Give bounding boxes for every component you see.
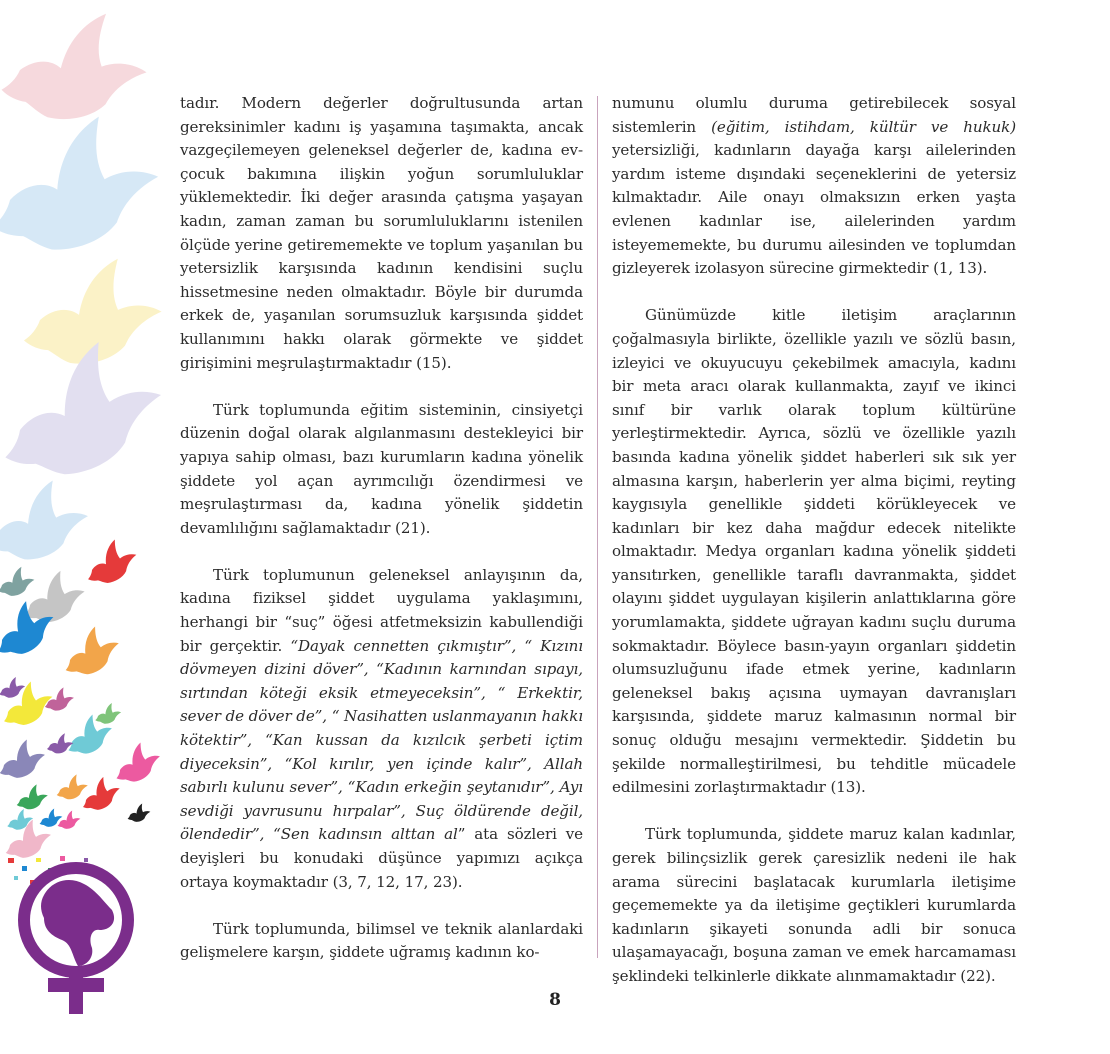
column-divider <box>597 96 598 958</box>
dove-icon <box>0 105 171 273</box>
paragraph <box>612 92 1016 281</box>
left-text-column <box>180 92 583 989</box>
dove-icon <box>0 9 152 130</box>
right-text-column <box>612 92 1016 1012</box>
dove-icon <box>44 732 75 756</box>
paragraph-text: Türk toplumunun geleneksel anlayışının da, kadına fiziksel şiddet uygulama yaklaşımını, herhangi bir “suç” öğesi atfetmeksizin kabullendiği bir gerçektir. <box>180 565 583 655</box>
dove-icon <box>0 735 50 785</box>
dove-icon <box>92 701 124 727</box>
decorative-doves-illustration <box>0 0 190 1054</box>
dove-icon <box>0 564 37 601</box>
proverbs-italic-text: “Dayak cennetten çıkmıştır”, “ Kızını dövmeyen dizini döver”, “Kadının karnından sıpayı, sırtından köteği eksik etmeyeceksin”, “ Erkektir, sever de döver de”, “ Nasihatten uslanmayanın hakkı kötektir”, “Kan kussan da kızılcık şerbeti içtim diyeceksin”, “Kol kırılır, yen içinde kalır”, Allah sabırlı kulunu sever”, “Kadın erkeğin şeytanıdır”, Ayı sevdiği yavrusunu hırpalar”, Suç öldürende değil, ölendedir”, “Sen kadınsın alttan al <box>180 636 583 844</box>
paragraph: Günümüzde kitle iletişim araçlarının çoğalmasıyla birlikte, özellikle yazılı ve sözlü basın, izleyici ve okuyucuyu çekebilmek amacıyla, kadını bir meta aracı olarak kullanmakta, zayıf ve ikinci sınıf bir varlık olarak toplum kültürüne yerleştirmektedir. Ayrıca, sözlü ve özellikle yazılı basında kadına yönelik şiddet haberleri sık sık yer almasına karşın, haberlerin yer alma biçimi, reyting kaygısıyla genellikle şiddeti körükleyecek ve kadınları bir kez daha mağdur edecek nitelikte olmaktadır. Medya organları kadına yönelik şiddeti yansıtırken, genellikle taraflı davranmakta, şiddet olayını şiddet uygulayan kişilerin anlattıklarına göre yorumlamakta, şiddete uğrayan kadını suçlu duruma sokmaktadır. Böylece basın-yayın organları şiddetin olumsuzluğunu ifade etmek yerine, kadınların geleneksel bakış açısına uymayan davranışları karşısında, şiddete maruz kalmasının normal bir sonuç olduğu mesajını vermektedir. Şiddetin bu şekilde normalleştirilmesi, bu tehditle mücadele edilmesini zorlaştırmaktadır (13). <box>612 306 1016 797</box>
paragraph <box>180 564 583 894</box>
dove-icon <box>78 534 143 592</box>
paragraph: Türk toplumunda, bilimsel ve teknik alanlardaki gelişmelere karşın, şiddete uğramış kadının ko- <box>180 919 583 962</box>
paragraph-text: yetersizliği, kadınların dayağa karşı ailelerinden yardım isteme dışındaki seçeneklerini de yetersiz kılmaktadır. Aile onayı olmaksızın erken yaşta evlenen kadınlar ise, ailelerinden yardım isteyememekte, bu durumu ailesinden ve toplumdan gizleyerek izolasyon sürecine girmektedir (1, 13). <box>612 141 1016 278</box>
paragraph: Türk toplumunda, şiddete maruz kalan kadınlar, gerek bilinçsizlik gerek çaresizlik nedeni ile hak arama sürecini başlatacak kurumlarla iletişime geçememekte ya da iletişime geçtikleri kurumlarda kadınların şikayeti sonunda adli bir sonuca ulaşamayacağı, boşuna zaman ve emek harcamaması şeklindeki telkinlerle dikkate alınmamaktadır (22). <box>612 825 1016 985</box>
page-number: 8 <box>549 990 561 1010</box>
dove-icon <box>52 772 90 803</box>
paragraph: tadır. Modern değerler doğrultusunda artan gereksinimler kadını iş yaşamına taşımakta, ancak vazgeçilemeyen geleneksel değerler de, kadına ev-çocuk bakımına ilişkin yoğun sorumluluklar yüklemektedir. İki değer arasında çatışma yaşayan kadın, zaman zaman bu sorumluluklarını istenilen ölçüde yerine getirememekte ve toplum yaşanılan bu yetersizlik karşısında kadının kendisini suçlu hissetmesine neden olmaktadır. Böyle bir durumda erkek de, yaşanılan sorumsuzluk karşısında şiddet kullanımını hakkı olarak görmekte ve şiddet girişimini meşrulaştırmaktadır (15). <box>180 94 583 372</box>
paragraph: Türk toplumunda eğitim sisteminin, cinsiyetçi düzenin doğal olarak algılanmasını destekleyici bir yapıya sahip olması, bazı kurumların kadına yönelik şiddete yol açan ayrımcılığı özendirmesi ve meşrulaştırması da, kadına yönelik şiddetin devamlılığını sağlamaktadır (21). <box>180 400 583 537</box>
dove-icon <box>12 782 50 813</box>
dove-icon <box>54 620 125 684</box>
dove-icon <box>107 738 165 790</box>
paragraph-text: ” ata sözleri ve deyişleri bu konudaki düşünce yapımızı açıkça ortaya koymaktadır (3, 7, 12, 17, 23). <box>180 825 584 891</box>
dove-icon <box>0 473 96 573</box>
dove-icon <box>75 773 124 817</box>
dove-icon <box>124 802 152 825</box>
italic-text: (eğitim, istihdam, kültür ve hukuk) <box>711 117 1016 136</box>
dove-icon <box>54 809 82 832</box>
dove-icon <box>0 328 177 500</box>
paragraph-text: numunu olumlu duruma getirebilecek sosyal sistemlerin <box>612 94 1016 136</box>
